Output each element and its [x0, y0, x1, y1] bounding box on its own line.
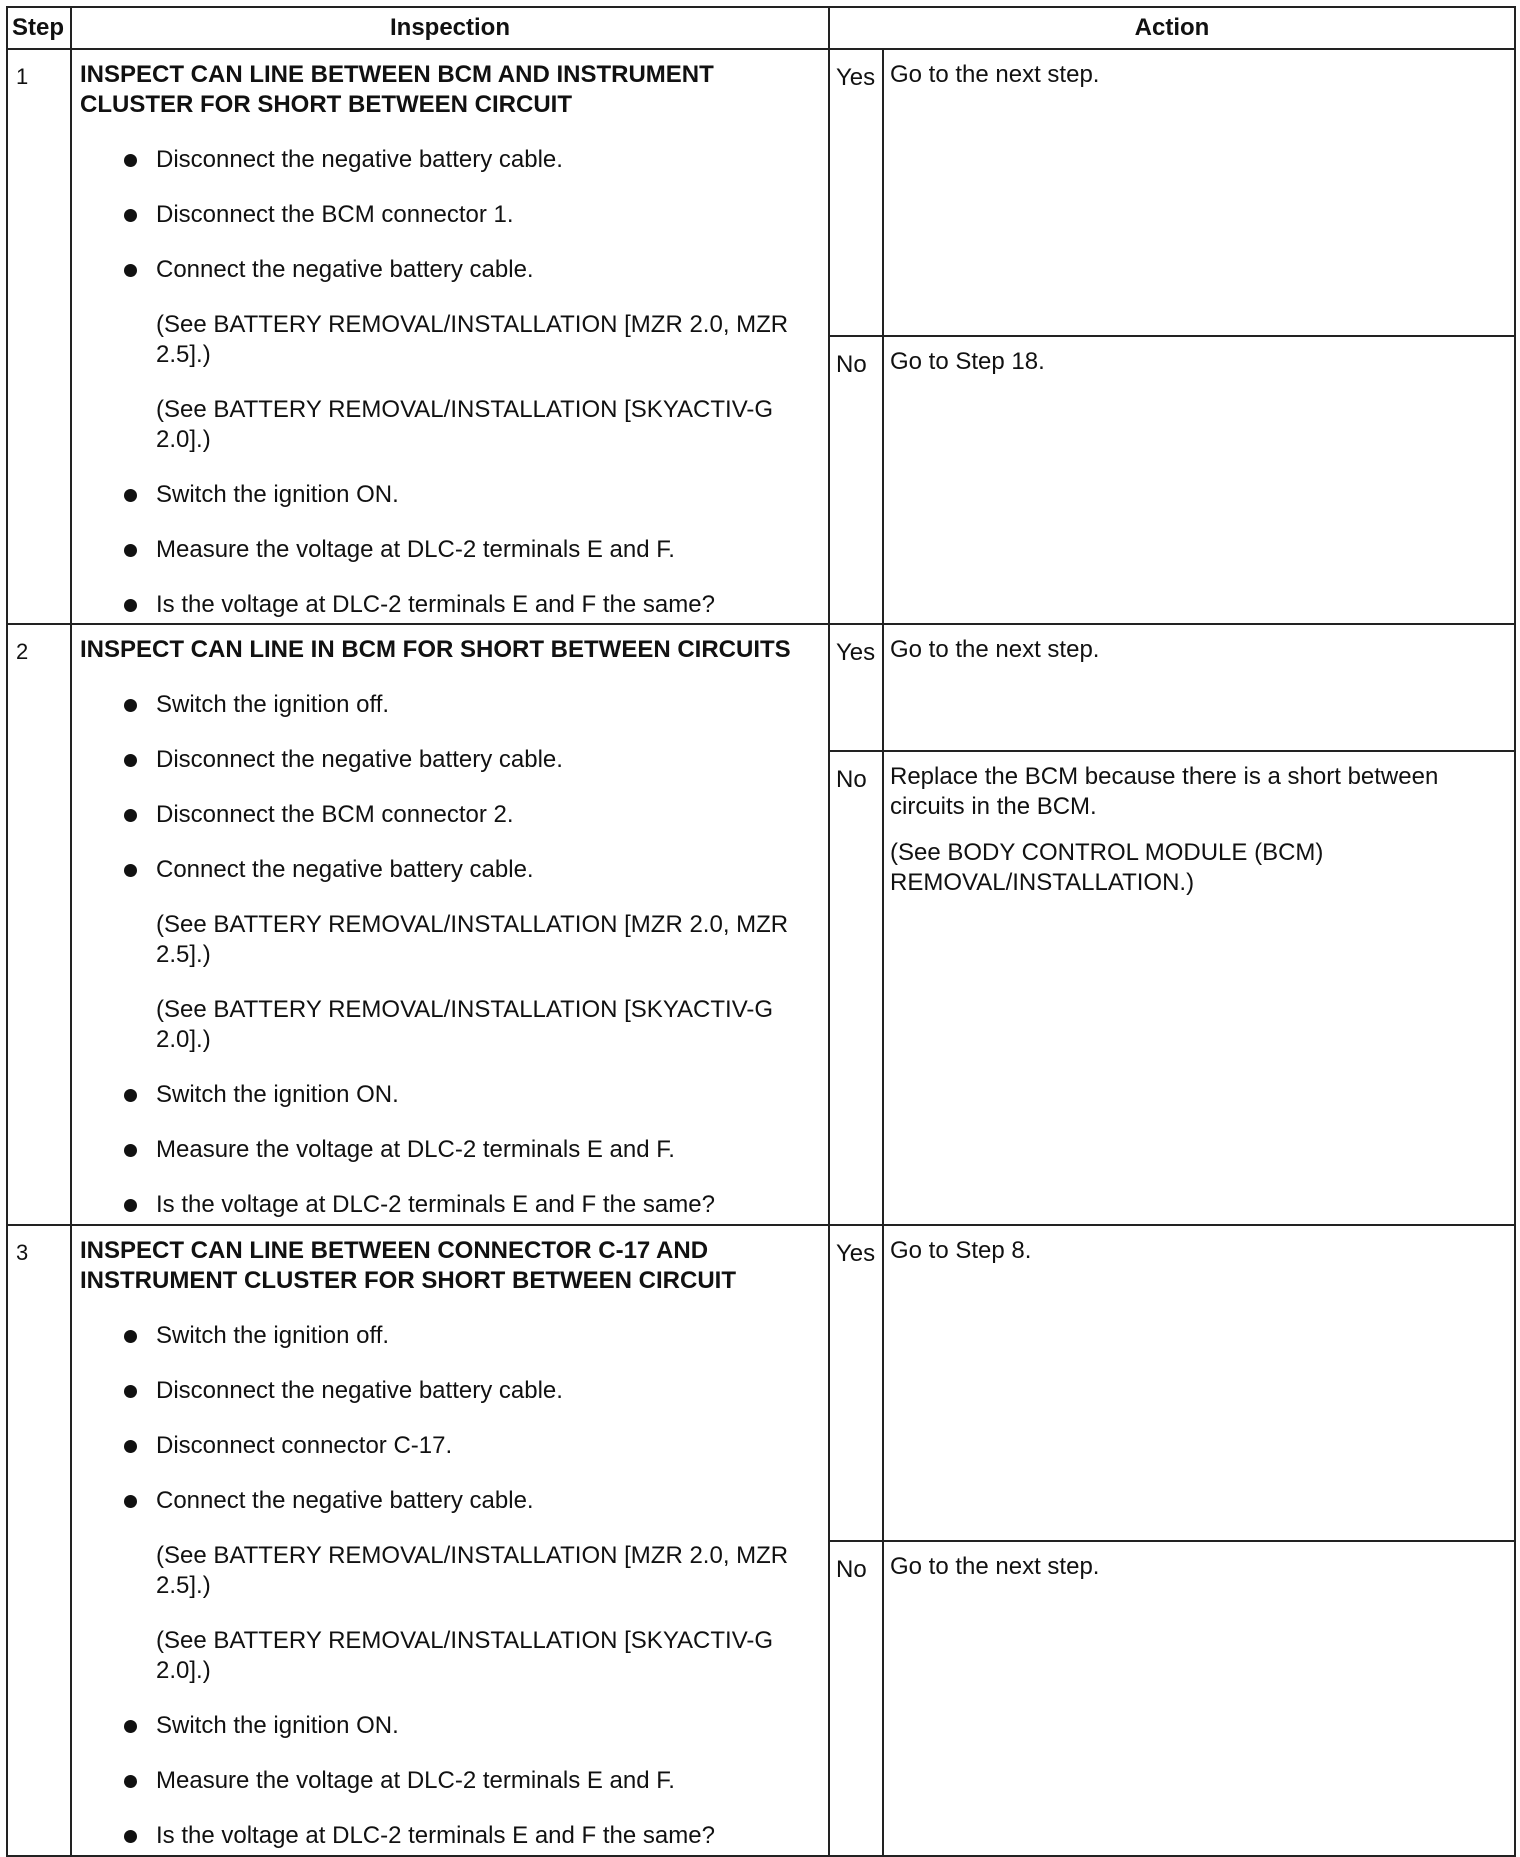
step-2-item-list [80, 690, 822, 1220]
no-action [883, 751, 1515, 1225]
step-3-yes-row [7, 1225, 1515, 1541]
list-item: Disconnect connector C-17. [80, 1431, 822, 1461]
reference-note: (See BODY CONTROL MODULE (BCM) REMOVAL/INSTALLATION.) [890, 839, 1324, 896]
list-item: Is the voltage at DLC-2 terminals E and F the same? [80, 1821, 822, 1851]
list-item: Switch the ignition ON. [80, 1080, 822, 1110]
step-number: 3 [7, 1225, 71, 1856]
list-item: Connect the negative battery cable. [80, 1486, 822, 1516]
list-item: Disconnect the negative battery cable. [80, 1376, 822, 1406]
action-text: Go to the next step. [890, 1553, 1100, 1580]
reference-note: (See BATTERY REMOVAL/INSTALLATION [SKYACTIV-G 2.0].) [156, 996, 774, 1053]
no-label: No [829, 1541, 883, 1856]
yes-action [883, 624, 1515, 751]
list-item: Connect the negative battery cable. [80, 255, 822, 285]
header-row [7, 7, 1515, 49]
list-item: Connect the negative battery cable. [80, 855, 822, 885]
step-1-inspection [71, 49, 829, 624]
yes-label: Yes [829, 1225, 883, 1541]
step-number: 2 [7, 624, 71, 1225]
step-1-item-list [80, 145, 822, 620]
list-item: Disconnect the BCM connector 2. [80, 800, 822, 830]
action-text: Go to the next step. [890, 636, 1100, 663]
list-item: Measure the voltage at DLC-2 terminals E and F. [80, 1135, 822, 1165]
reference-note: (See BATTERY REMOVAL/INSTALLATION [MZR 2.0, MZR 2.5].) [156, 911, 789, 968]
step-1-yes-row [7, 49, 1515, 336]
list-item: Is the voltage at DLC-2 terminals E and F the same? [80, 1190, 822, 1220]
step-2-inspection [71, 624, 829, 1225]
list-item: Disconnect the BCM connector 1. [80, 200, 822, 230]
action-header: Action [829, 7, 1515, 49]
no-action [883, 336, 1515, 624]
list-item: Switch the ignition ON. [80, 480, 822, 510]
step-number: 1 [7, 49, 71, 624]
inspection-header: Inspection [71, 7, 829, 49]
action-text: Go to the next step. [890, 61, 1100, 88]
step-title: INSPECT CAN LINE IN BCM FOR SHORT BETWEEN CIRCUITS [80, 636, 791, 663]
list-item: Disconnect the negative battery cable. [80, 745, 822, 775]
list-item: Switch the ignition ON. [80, 1711, 822, 1741]
list-item: Measure the voltage at DLC-2 terminals E and F. [80, 535, 822, 565]
reference-note: (See BATTERY REMOVAL/INSTALLATION [MZR 2.0, MZR 2.5].) [156, 1542, 789, 1599]
step-header: Step [7, 7, 71, 49]
no-label: No [829, 336, 883, 624]
step-3-inspection [71, 1225, 829, 1856]
list-item: Is the voltage at DLC-2 terminals E and F the same? [80, 590, 822, 620]
step-3-item-list [80, 1321, 822, 1851]
reference-note: (See BATTERY REMOVAL/INSTALLATION [SKYACTIV-G 2.0].) [156, 396, 774, 453]
no-label: No [829, 751, 883, 1225]
step-2-yes-row [7, 624, 1515, 751]
yes-label: Yes [829, 49, 883, 336]
action-text: Go to Step 18. [890, 348, 1045, 375]
no-action [883, 1541, 1515, 1856]
reference-note: (See BATTERY REMOVAL/INSTALLATION [MZR 2.0, MZR 2.5].) [156, 311, 789, 368]
list-item: Switch the ignition off. [80, 1321, 822, 1351]
list-item: Measure the voltage at DLC-2 terminals E and F. [80, 1766, 822, 1796]
reference-note: (See BATTERY REMOVAL/INSTALLATION [SKYACTIV-G 2.0].) [156, 1627, 774, 1684]
list-item: Disconnect the negative battery cable. [80, 145, 822, 175]
action-text: Replace the BCM because there is a short between circuits in the BCM. [890, 763, 1439, 820]
step-title: INSPECT CAN LINE BETWEEN BCM AND INSTRUMENT CLUSTER FOR SHORT BETWEEN CIRCUIT [80, 61, 714, 118]
list-item: Switch the ignition off. [80, 690, 822, 720]
yes-action [883, 1225, 1515, 1541]
step-title: INSPECT CAN LINE BETWEEN CONNECTOR C-17 AND INSTRUMENT CLUSTER FOR SHORT BETWEEN CIRCUIT [80, 1237, 736, 1294]
yes-action [883, 49, 1515, 336]
yes-label: Yes [829, 624, 883, 751]
action-text: Go to Step 8. [890, 1237, 1032, 1264]
diagnostic-procedure-table [6, 6, 1514, 1849]
